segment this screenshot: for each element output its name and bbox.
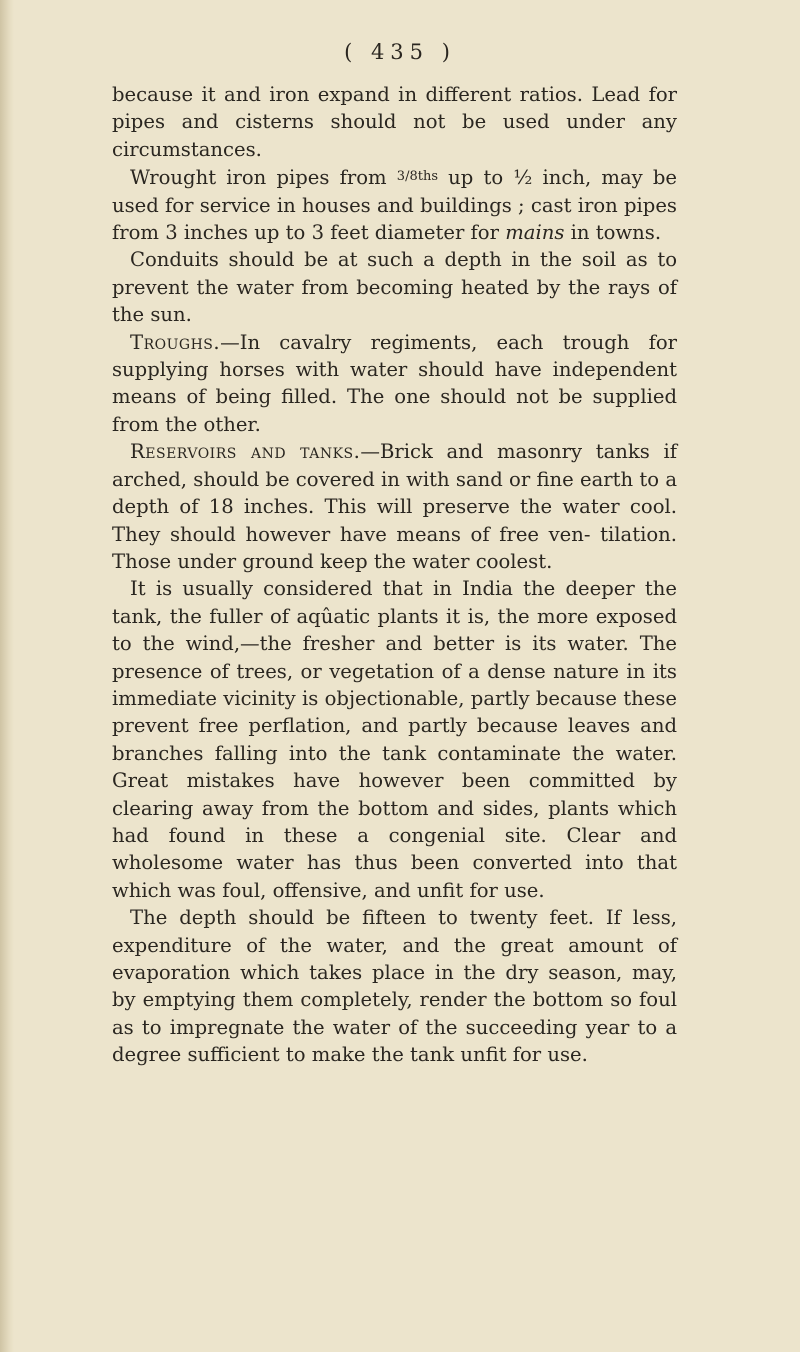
heading-troughs: Troughs. [130, 330, 221, 354]
paragraph-2-part-c: in towns. [564, 221, 662, 245]
paragraph-reservoirs [112, 438, 677, 575]
paragraph-2-part-a: Wrought iron pipes from [130, 166, 397, 190]
body-text [112, 81, 677, 1069]
paragraph-2-part-b: up to ½ inch, may be used for service in houses and buildings ; cast iron pipes from 3 inches up to 3 feet diameter for [112, 166, 677, 245]
paragraph-troughs [112, 329, 677, 439]
paragraph-3: Conduits should be at such a depth in the soil as to prevent the water from becoming heated by the rays of the sun. [112, 248, 677, 327]
paragraph-2 [112, 163, 677, 246]
fraction-three-eighths: 3/8ths [396, 169, 438, 185]
troughs-body: —In cavalry regiments, each trough for supplying horses with water should have independent means of being filled. The one should not be supplied from the other. [112, 330, 677, 436]
page-number: ( 435 ) [344, 40, 456, 64]
heading-reservoirs: Reservoirs and tanks. [130, 440, 361, 464]
page-binding-shadow [0, 0, 14, 1352]
mains-italic: mains [505, 221, 565, 245]
paragraph-depth: The depth should be fifteen to twenty feet. If less, expenditure of the water, and the great amount of evaporation which takes place in the dry season, may, by emptying them completely, render the bottom so foul as to impregnate the water of the succeeding year to a degree sufficient to make the tank unfit for use. [112, 906, 677, 1067]
paragraph-1: because it and iron expand in different ratios. Lead for pipes and cisterns should not be used under any circumstances. [112, 83, 677, 161]
paragraph-india-tanks: It is usually considered that in India the deeper the tank, the fuller of aqûatic plants it is, the more exposed to the wind,—the fresher and better is its water. The presence of trees, or vegetation of a dense nature in its immediate vicinity is objectionable, partly because these prevent free perflation, and partly because leaves and branches falling into the tank contaminate the water. Great mistakes have however been committed by clearing away from the bottom and sides, plants which had found in these a congenial site. Clear and wholesome water has thus been converted into that which was foul, offensive, and unfit for use. [112, 577, 677, 902]
reservoirs-body: —Brick and masonry tanks if arched, should be covered in with sand or fine earth to a depth of 18 inches. This will preserve the water cool. They should however have means of free ven- tilation. Those under ground keep the water coolest. [112, 440, 677, 573]
